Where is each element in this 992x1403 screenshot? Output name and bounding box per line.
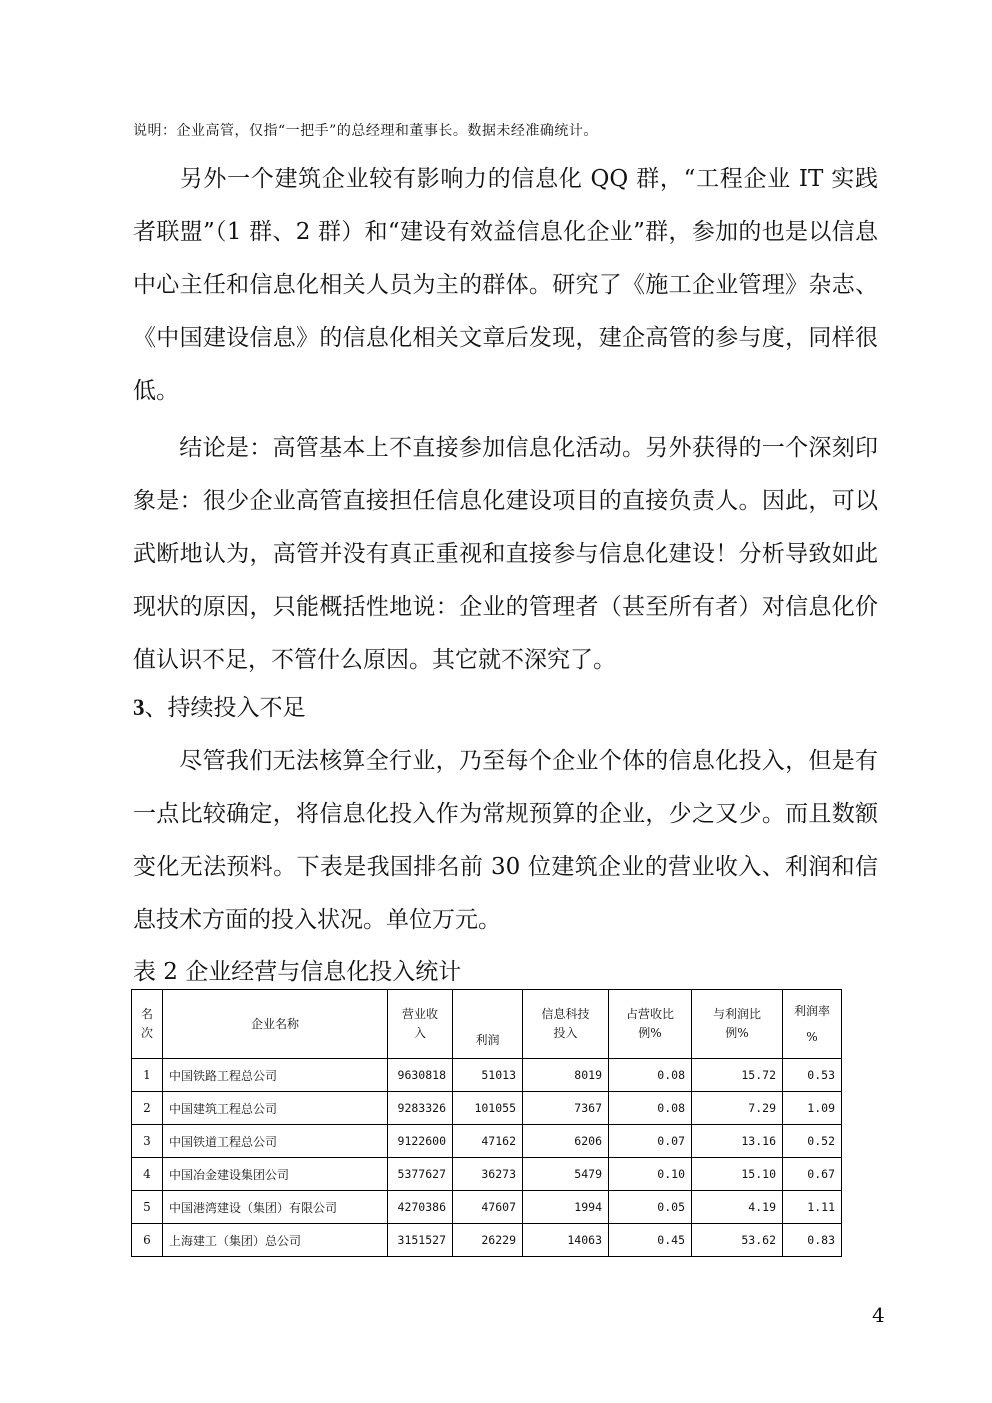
header-name-label: 企业名称 [250,1016,299,1031]
cell-profit-ratio: 4.19 [692,1191,783,1224]
table-row [132,1092,842,1125]
cell-profit-ratio: 13.16 [692,1125,783,1158]
table-header-row [132,990,842,1059]
cell-profit-ratio: 15.72 [692,1059,783,1092]
header-it-investment [523,990,609,1059]
cell-profit-rate: 1.11 [783,1191,842,1224]
page-number: 4 [872,1303,885,1327]
footnote: 说明：企业高管，仅指“一把手”的总经理和董事长。数据未经准确统计。 [133,123,598,139]
cell-profit: 51013 [453,1059,523,1092]
table-row [132,1059,842,1092]
cell-rank: 2 [132,1092,163,1125]
cell-revenue-ratio: 0.07 [609,1125,692,1158]
cell-revenue: 9630818 [388,1059,453,1092]
section-title: 、持续投入不足 [144,695,306,721]
header-revenue-ratio [609,990,692,1059]
cell-revenue: 3151527 [388,1224,453,1257]
cell-it-investment: 7367 [523,1092,609,1125]
cell-revenue-ratio: 0.08 [609,1059,692,1092]
table-row [132,1125,842,1158]
cell-profit-rate: 1.09 [783,1092,842,1125]
cell-rank: 4 [132,1158,163,1191]
cell-name: 中国铁路工程总公司 [163,1059,388,1092]
header-profit-rate-label: 利润率 % [793,1004,830,1044]
cell-profit: 47607 [453,1191,523,1224]
header-revenue-label: 营业收 入 [401,1007,438,1040]
header-profit [453,990,523,1059]
cell-revenue: 9122600 [388,1125,453,1158]
header-profit-label: 利润 [475,1033,500,1047]
cell-revenue-ratio: 0.10 [609,1158,692,1191]
cell-revenue: 9283326 [388,1092,453,1125]
paragraph-text: 另外一个建筑企业较有影响力的信息化 QQ 群，“工程企业 IT 实践者联盟”（1 群、2 群）和“建设有效益信息化企业”群，参加的也是以信息中心主任和信息化相关人员为主的群体。研究了《施工企业管理》杂志、《中国建设信息》的信息化相关文章后发现，建企高管的参与度，同样很低。 [133,166,878,404]
cell-name: 中国建筑工程总公司 [163,1092,388,1125]
cell-revenue-ratio: 0.08 [609,1092,692,1125]
cell-profit-ratio: 15.10 [692,1158,783,1191]
table-caption: 表 2 企业经营与信息化投入统计 [133,959,462,985]
cell-profit: 47162 [453,1125,523,1158]
cell-rank: 1 [132,1059,163,1092]
header-it-investment-label: 信息科技 投入 [541,1007,590,1040]
paragraph-investment [133,735,878,947]
cell-profit-rate: 0.53 [783,1059,842,1092]
cell-profit-rate: 0.52 [783,1125,842,1158]
investment-table [131,989,842,1257]
header-rank [132,990,163,1059]
section-heading [133,688,306,728]
cell-revenue-ratio: 0.05 [609,1191,692,1224]
cell-it-investment: 1994 [523,1191,609,1224]
paragraph-text: 尽管我们无法核算全行业，乃至每个企业个体的信息化投入，但是有一点比较确定，将信息化投入作为常规预算的企业，少之又少。而且数额变化无法预料。下表是我国排名前 30 位建筑企业的营业收入、利润和信息技术方面的投入状况。单位万元。 [133,748,878,933]
header-profit-ratio [692,990,783,1059]
cell-rank: 6 [132,1224,163,1257]
header-revenue [388,990,453,1059]
cell-profit-rate: 0.67 [783,1158,842,1191]
header-profit-rate [783,990,842,1059]
cell-profit-ratio: 7.29 [692,1092,783,1125]
cell-profit-ratio: 53.62 [692,1224,783,1257]
cell-name: 中国冶金建设集团公司 [163,1158,388,1191]
cell-name: 中国铁道工程总公司 [163,1125,388,1158]
cell-it-investment: 6206 [523,1125,609,1158]
cell-it-investment: 8019 [523,1059,609,1092]
header-revenue-ratio-label: 占营收比 例% [625,1007,674,1040]
cell-revenue-ratio: 0.45 [609,1224,692,1257]
table-row [132,1158,842,1191]
header-rank-label: 名 次 [140,1007,153,1040]
cell-revenue: 4270386 [388,1191,453,1224]
paragraph-text: 结论是：高管基本上不直接参加信息化活动。另外获得的一个深刻印象是：很少企业高管直接担任信息化建设项目的直接负责人。因此，可以武断地认为，高管并没有真正重视和直接参与信息化建设！分析导致如此现状的原因，只能概括性地说：企业的管理者（甚至所有者）对信息化价值认识不足，不管什么原因。其它就不深究了。 [133,435,878,673]
table-row [132,1224,842,1257]
cell-profit: 36273 [453,1158,523,1191]
paragraph-conclusion [133,422,878,687]
cell-rank: 3 [132,1125,163,1158]
table-row [132,1191,842,1224]
paragraph-qq-groups [133,153,878,418]
cell-profit: 26229 [453,1224,523,1257]
header-name [163,990,388,1059]
cell-profit: 101055 [453,1092,523,1125]
section-number: 3 [133,695,145,720]
cell-name: 上海建工（集团）总公司 [163,1224,388,1257]
cell-it-investment: 5479 [523,1158,609,1191]
cell-rank: 5 [132,1191,163,1224]
cell-revenue: 5377627 [388,1158,453,1191]
header-profit-ratio-label: 与利润比 例% [712,1007,761,1040]
cell-name: 中国港湾建设（集团）有限公司 [163,1191,388,1224]
cell-it-investment: 14063 [523,1224,609,1257]
cell-profit-rate: 0.83 [783,1224,842,1257]
